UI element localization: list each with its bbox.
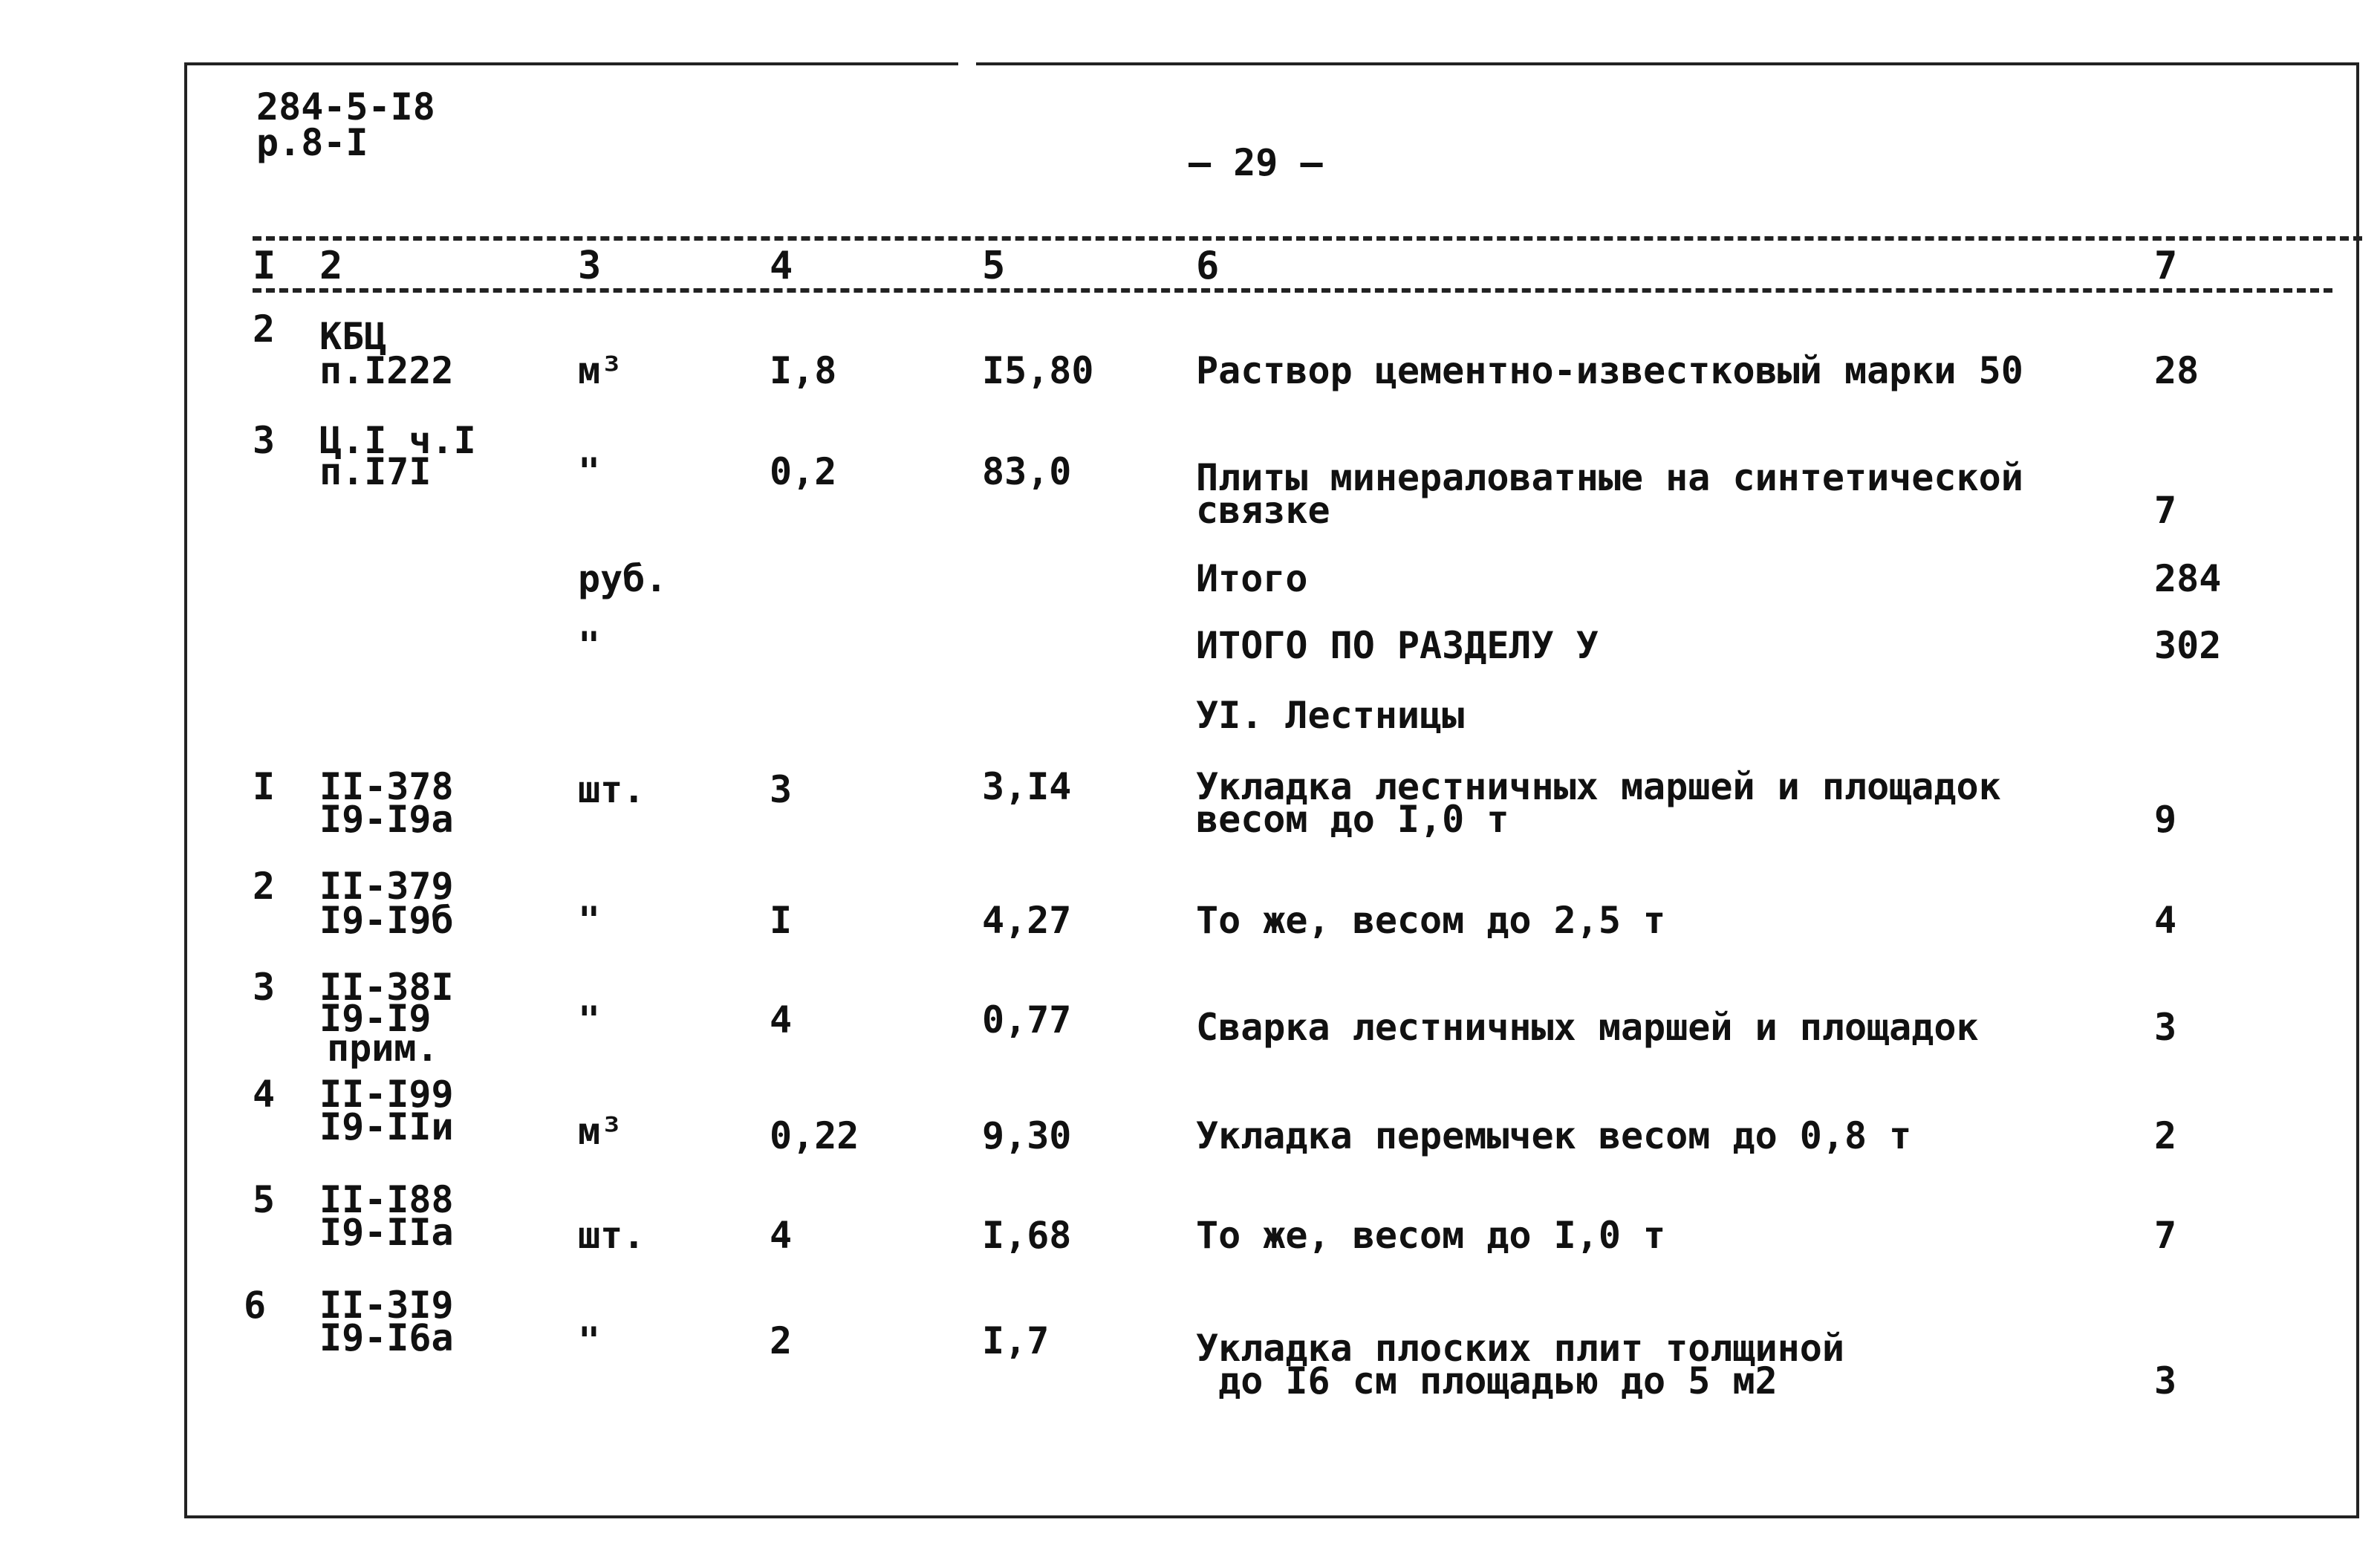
row-unit: шт. (578, 1214, 646, 1257)
doc-code-line2: р.8-I (256, 121, 368, 164)
row-total: 3 (2154, 1006, 2177, 1049)
document-code (256, 85, 435, 164)
row-ref-line1: II-378 (319, 765, 454, 808)
row-total: 28 (2154, 349, 2199, 392)
row-total: 3 (2154, 1359, 2177, 1402)
row-ref-line2: I9-I9б (319, 899, 454, 942)
section-heading: УI. Лестницы (1196, 694, 1465, 737)
row-ref-line2: I9-I9а (319, 798, 454, 841)
doc-code-line1: 284-5-I8 (256, 85, 435, 129)
row-number: I (253, 765, 276, 808)
row-ref-line1: II-I99 (319, 1073, 454, 1116)
row-quantity: 4 (770, 998, 793, 1041)
row-number: 3 (253, 419, 276, 462)
column-header-1: I (253, 244, 276, 288)
row-description: Укладка плоских плит толщиной (1196, 1327, 1844, 1370)
row-total: 9 (2154, 798, 2177, 841)
row-description: Укладка лестничных маршей и площадок (1196, 765, 2001, 808)
page-number: — 29 — (1189, 141, 1323, 184)
row-ref-line1: Ц.I ч.I (319, 419, 476, 462)
row-unit: " (578, 624, 601, 667)
row-description: Раствор цементно-известковый марки 50 (1196, 349, 2023, 392)
column-header-7: 7 (2154, 244, 2178, 288)
column-header-2: 2 (319, 244, 343, 288)
row-ref-line2: I9-I6а (319, 1316, 454, 1359)
row-description-line2: связке (1196, 489, 1330, 532)
row-description: То же, весом до 2,5 т (1196, 899, 1666, 942)
row-ref-line2: I9-IIа (319, 1211, 454, 1254)
row-quantity: I,8 (770, 349, 837, 392)
row-description: То же, весом до I,0 т (1196, 1214, 1666, 1257)
column-header-4: 4 (770, 244, 793, 288)
row-quantity: I (770, 899, 793, 942)
row-price: I5,80 (982, 349, 1094, 392)
row-price: I,68 (982, 1214, 1072, 1257)
row-description: ИТОГО ПО РАЗДЕЛУ У (1196, 624, 1599, 667)
row-unit: " (578, 899, 601, 942)
row-number: 5 (253, 1178, 276, 1221)
row-unit: " (578, 450, 601, 493)
frame-gap (958, 58, 976, 68)
row-quantity: 0,2 (770, 450, 837, 493)
row-description-line2: до I6 см площадью до 5 м2 (1196, 1359, 1778, 1402)
row-price: 3,I4 (982, 765, 1072, 808)
row-total: 284 (2154, 557, 2222, 600)
row-ref-line3: прим. (327, 1027, 439, 1070)
row-quantity: 4 (770, 1214, 793, 1257)
row-number: 3 (253, 966, 276, 1009)
row-ref-line1: II-38I (319, 966, 454, 1009)
row-number: 2 (253, 308, 276, 351)
row-quantity: 0,22 (770, 1114, 859, 1157)
row-unit: м³ (578, 349, 623, 392)
row-ref-line2: I9-I9 (319, 997, 432, 1040)
row-price: I,7 (982, 1319, 1050, 1362)
row-ref-line1: II-379 (319, 865, 454, 908)
row-ref-line2: I9-IIи (319, 1105, 454, 1148)
row-description-line2: весом до I,0 т (1196, 798, 1509, 841)
row-price: 4,27 (982, 899, 1072, 942)
row-quantity: 3 (770, 768, 793, 811)
row-price: 83,0 (982, 450, 1072, 493)
row-unit: шт. (578, 768, 646, 811)
row-total: 7 (2154, 1214, 2177, 1257)
header-bottom-divider (253, 288, 2332, 293)
row-ref-line1: II-3I9 (319, 1284, 454, 1327)
row-number: 2 (253, 865, 276, 908)
row-description: Сварка лестничных маршей и площадок (1196, 1006, 1979, 1049)
row-description: Укладка перемычек весом до 0,8 т (1196, 1114, 1912, 1157)
row-unit: руб. (578, 557, 668, 600)
row-number: 6 (244, 1284, 267, 1327)
column-header-3: 3 (578, 244, 602, 288)
column-header-5: 5 (982, 244, 1006, 288)
row-price: 0,77 (982, 998, 1072, 1041)
row-unit: " (578, 998, 601, 1041)
row-unit: м³ (578, 1110, 623, 1153)
row-total: 7 (2154, 489, 2177, 532)
row-number: 4 (253, 1073, 276, 1116)
row-price: 9,30 (982, 1114, 1072, 1157)
row-quantity: 2 (770, 1319, 793, 1362)
header-top-divider (253, 236, 2362, 241)
row-ref-line2: п.I222 (319, 349, 454, 392)
column-header-6: 6 (1196, 244, 1220, 288)
row-description: Плиты минераловатные на синтетической (1196, 456, 2023, 499)
row-description: Итого (1196, 557, 1308, 600)
row-ref-line1: КБЦ (319, 315, 387, 358)
row-ref-line1: II-I88 (319, 1178, 454, 1221)
row-total: 2 (2154, 1114, 2177, 1157)
row-total: 302 (2154, 624, 2222, 667)
row-total: 4 (2154, 899, 2177, 942)
row-ref-line2: п.I7I (319, 450, 432, 493)
row-unit: " (578, 1319, 601, 1362)
